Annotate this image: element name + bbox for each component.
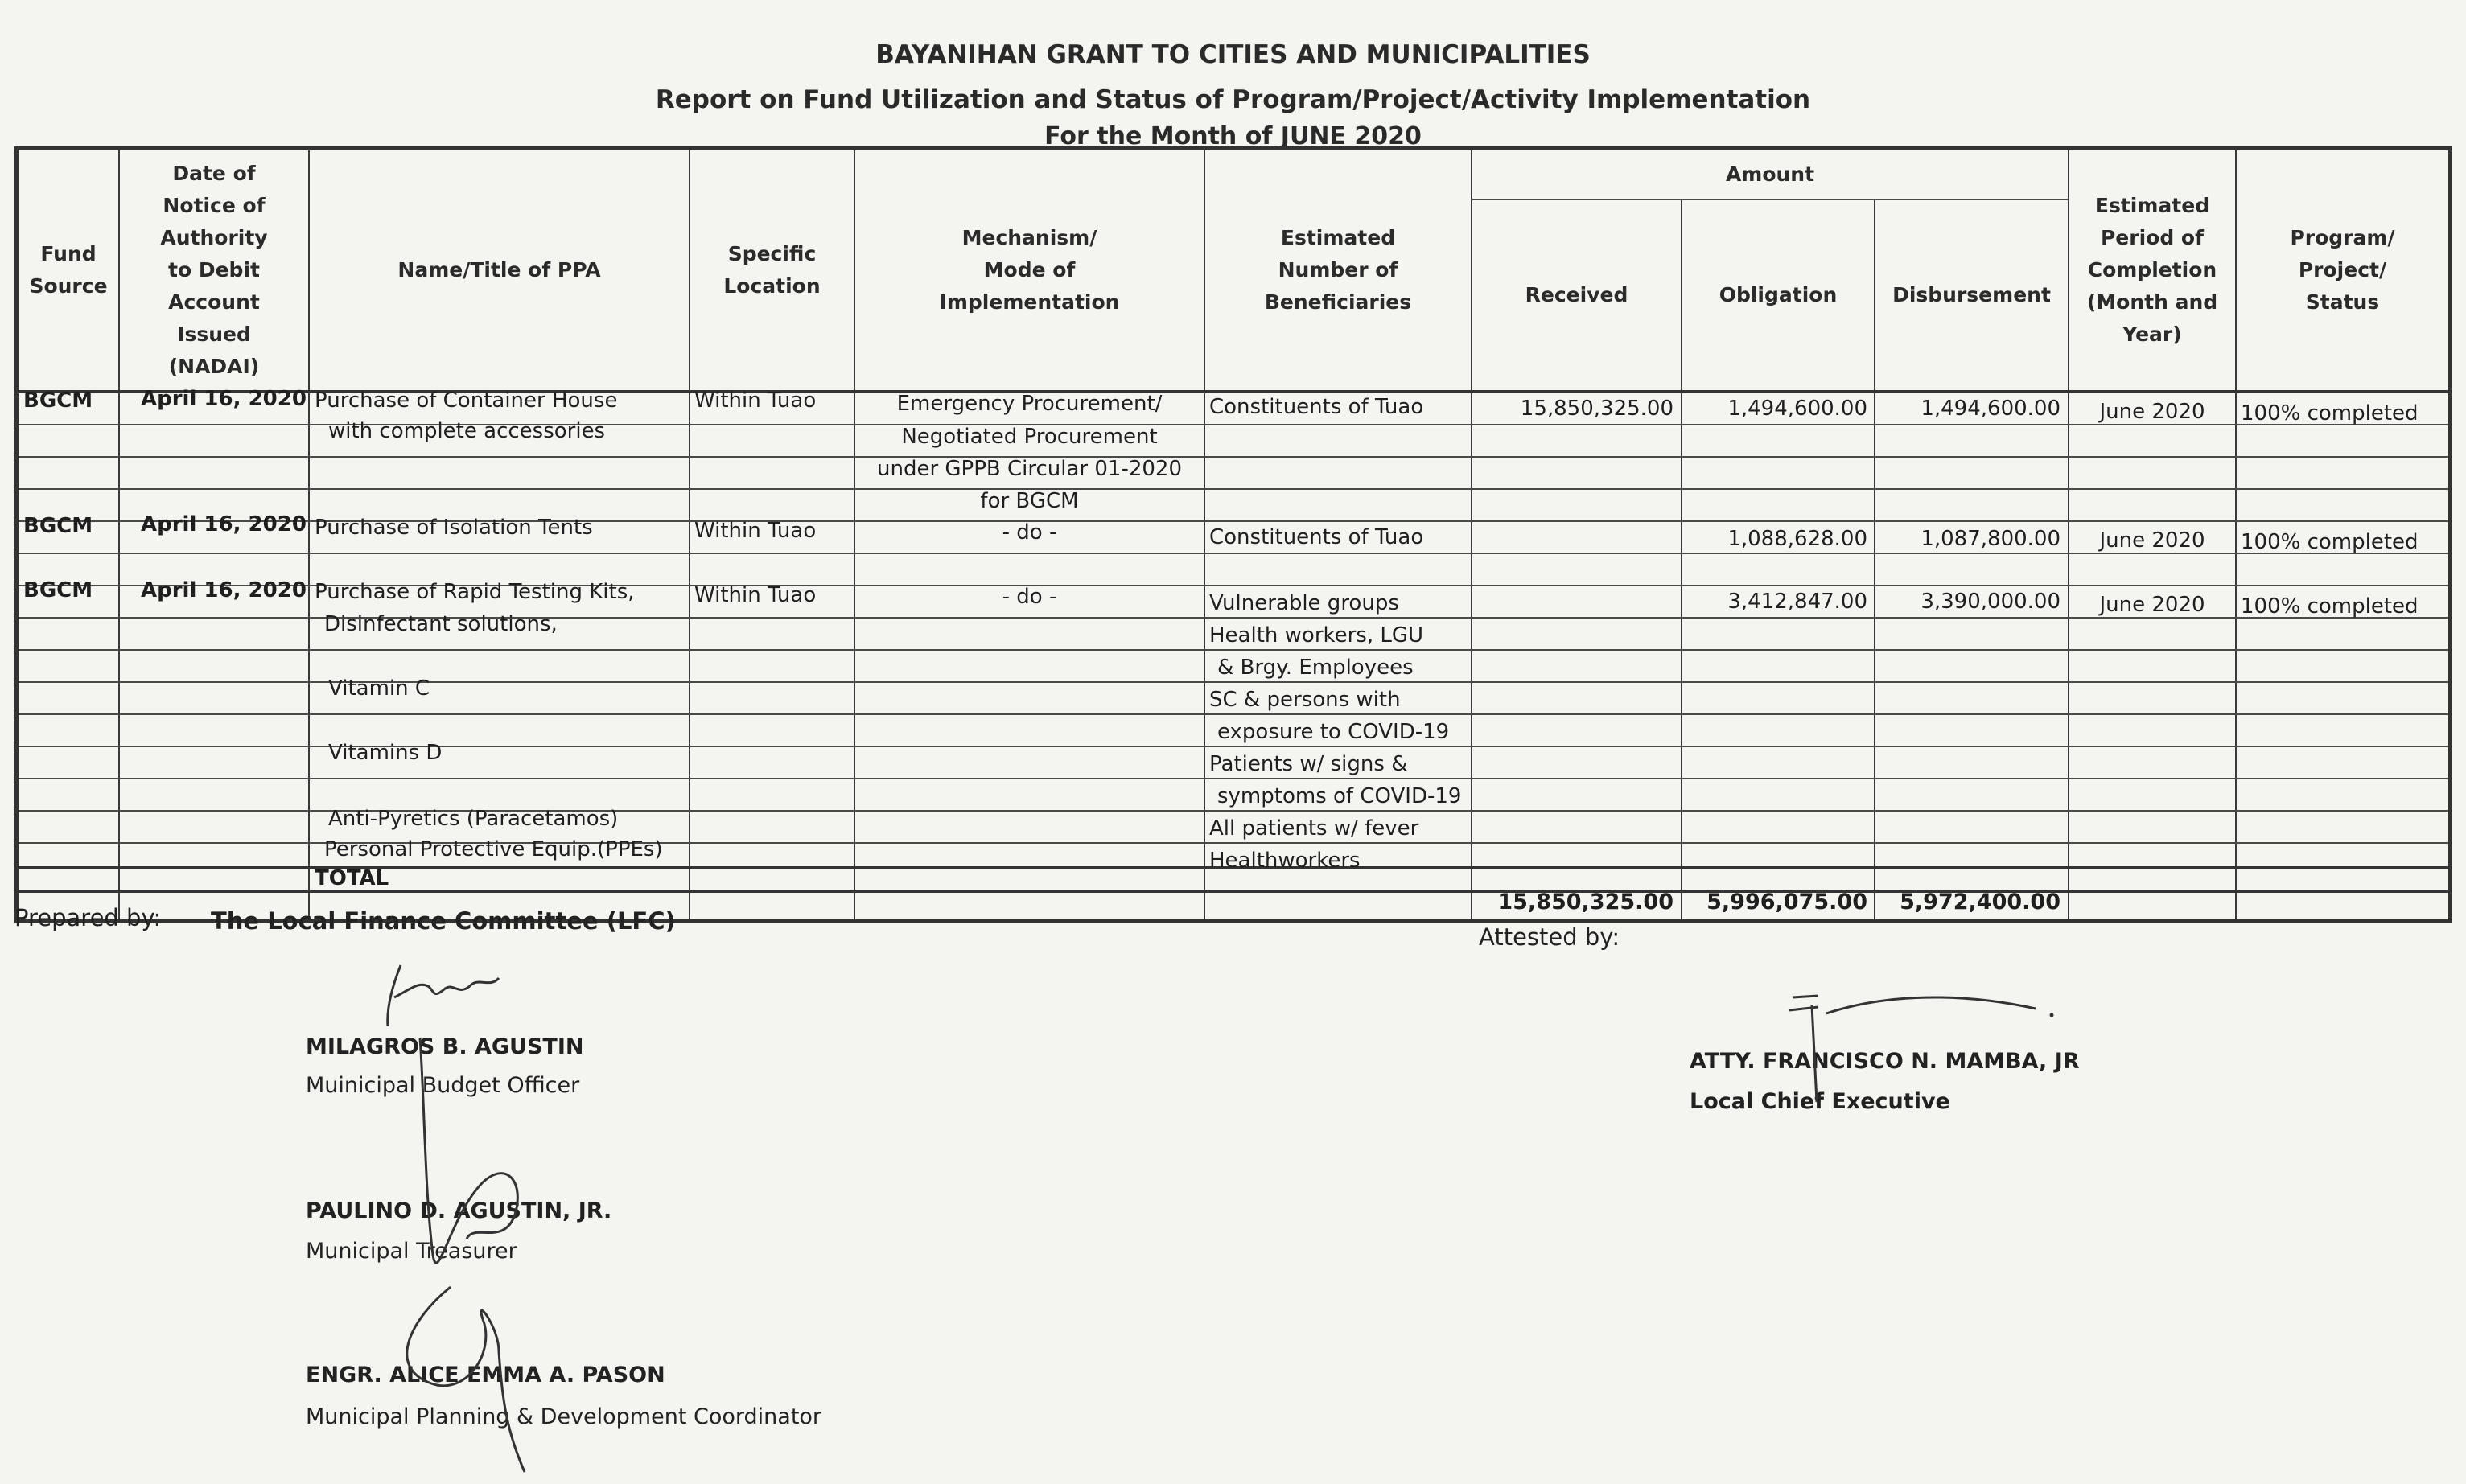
cell-obligation: 3,412,847.00 [1727, 590, 1867, 614]
signatory-title: Municipal Planning & Development Coordinator [306, 1404, 822, 1429]
cell-date: April 16, 2020 [141, 578, 307, 602]
cell-status: 100% completed [2241, 594, 2419, 619]
signatory-name: PAULINO D. AGUSTIN, JR. [306, 1198, 612, 1223]
cell-beneficiaries: Constituents of Tuao [1209, 525, 1424, 549]
signatory-title: Municipal Treasurer [306, 1239, 517, 1264]
header-fund-source: Fund Source [29, 242, 108, 298]
row-divider [19, 456, 2448, 458]
attestor-signature [1770, 981, 2076, 1110]
cell-location: Within Tuao [694, 519, 817, 543]
cell-mechanism: Negotiated Procurement [901, 425, 1158, 449]
header-amount: Amount [1725, 162, 1815, 186]
cell-fund: BGCM [23, 514, 93, 538]
cell-obligation: 1,494,600.00 [1727, 397, 1867, 421]
cell-ppa-item: Personal Protective Equip.(PPEs) [324, 837, 663, 861]
cell-disbursement: 1,087,800.00 [1921, 527, 2060, 551]
cell-beneficiaries: Constituents of Tuao [1209, 395, 1424, 419]
signature-marks [338, 949, 547, 1480]
cell-location: Within Tuao [694, 583, 817, 607]
cell-fund: BGCM [23, 388, 93, 413]
cell-beneficiary-item: Vulnerable groups [1209, 591, 1399, 615]
cell-status: 100% completed [2241, 530, 2419, 554]
header-mechanism: Mechanism/ Mode of Implementation [939, 226, 1120, 314]
cell-status: 100% completed [2241, 401, 2419, 425]
cell-beneficiary-item: Patients w/ signs & [1209, 752, 1408, 776]
cell-ppa: Purchase of Rapid Testing Kits, [315, 580, 635, 604]
cell-ppa-item: Anti-Pyretics (Paracetamos) [328, 807, 619, 831]
cell-date: April 16, 2020 [141, 512, 307, 536]
header-received: Received [1525, 283, 1628, 306]
cell-beneficiary-item: Healthworkers [1209, 849, 1361, 873]
cell-ppa-item: Disinfectant solutions, [324, 612, 558, 636]
cell-fund: BGCM [23, 578, 93, 602]
cell-ppa: with complete accessories [328, 419, 606, 443]
cell-location: Within Tuao [694, 388, 817, 413]
cell-obligation: 1,088,628.00 [1727, 527, 1867, 551]
attestor-name: ATTY. FRANCISCO N. MAMBA, JR [1690, 1049, 2080, 1074]
cell-mechanism: - do - [1002, 585, 1057, 609]
total-received: 15,850,325.00 [1497, 890, 1674, 915]
header-status: Program/ Project/ Status [2290, 226, 2395, 314]
header-obligation: Obligation [1719, 283, 1838, 306]
cell-beneficiary-item: SC & persons with [1209, 688, 1401, 712]
report-period: For the Month of JUNE 2020 [1044, 122, 1422, 150]
total-disbursement: 5,972,400.00 [1900, 890, 2060, 915]
cell-mechanism: Emergency Procurement/ [896, 392, 1163, 416]
prepared-by-committee: The Local Finance Committee (LFC) [211, 907, 676, 935]
report-title: BAYANIHAN GRANT TO CITIES AND MUNICIPALITIES [875, 40, 1591, 69]
header-location: Specific Location [723, 242, 821, 298]
cell-beneficiary-item: Health workers, LGU [1209, 623, 1424, 647]
cell-date: April 16, 2020 [141, 387, 307, 411]
signatory-name: MILAGROS B. AGUSTIN [306, 1034, 584, 1059]
row-divider [19, 488, 2448, 490]
cell-beneficiary-item: exposure to COVID-19 [1217, 720, 1450, 744]
cell-beneficiary-item: symptoms of COVID-19 [1217, 784, 1462, 808]
cell-completion: June 2020 [2099, 400, 2205, 424]
cell-disbursement: 3,390,000.00 [1921, 590, 2060, 614]
cell-mechanism: under GPPB Circular 01-2020 [876, 457, 1183, 481]
total-obligation: 5,996,075.00 [1706, 890, 1867, 915]
prepared-by-label: Prepared by: [14, 904, 162, 931]
header-ppa: Name/Title of PPA [397, 258, 601, 282]
cell-completion: June 2020 [2099, 593, 2205, 617]
header-beneficiaries: Estimated Number of Beneficiaries [1264, 226, 1412, 314]
attested-by-label: Attested by: [1479, 923, 1620, 951]
cell-ppa-item: Vitamin C [328, 676, 430, 701]
cell-disbursement: 1,494,600.00 [1921, 397, 2060, 421]
cell-ppa-item: Vitamins D [328, 741, 443, 765]
total-label: TOTAL [315, 866, 389, 890]
cell-ppa: Purchase of Container House [315, 388, 618, 413]
cell-beneficiary-item: & Brgy. Employees [1217, 656, 1414, 680]
cell-received: 15,850,325.00 [1520, 397, 1674, 421]
signatory-title: Muinicipal Budget Officer [306, 1073, 580, 1098]
cell-mechanism: - do - [1002, 520, 1057, 545]
cell-ppa: Purchase of Isolation Tents [315, 516, 593, 540]
cell-completion: June 2020 [2099, 528, 2205, 553]
header-completion: Estimated Period of Completion (Month and Year) [2086, 194, 2218, 346]
report-subtitle: Report on Fund Utilization and Status of Program/Project/Activity Implementation [655, 85, 1811, 114]
header-nadai: Date of Notice of Authority to Debit Account Issued (NADAI) [160, 162, 268, 378]
attestor-title: Local Chief Executive [1690, 1089, 1950, 1114]
signatory-name: ENGR. ALICE EMMA A. PASON [306, 1363, 665, 1387]
header-disbursement: Disbursement [1892, 283, 2051, 306]
cell-beneficiary-item: All patients w/ fever [1209, 816, 1419, 841]
fund-utilization-table [14, 146, 2452, 923]
cell-mechanism: for BGCM [980, 489, 1079, 513]
